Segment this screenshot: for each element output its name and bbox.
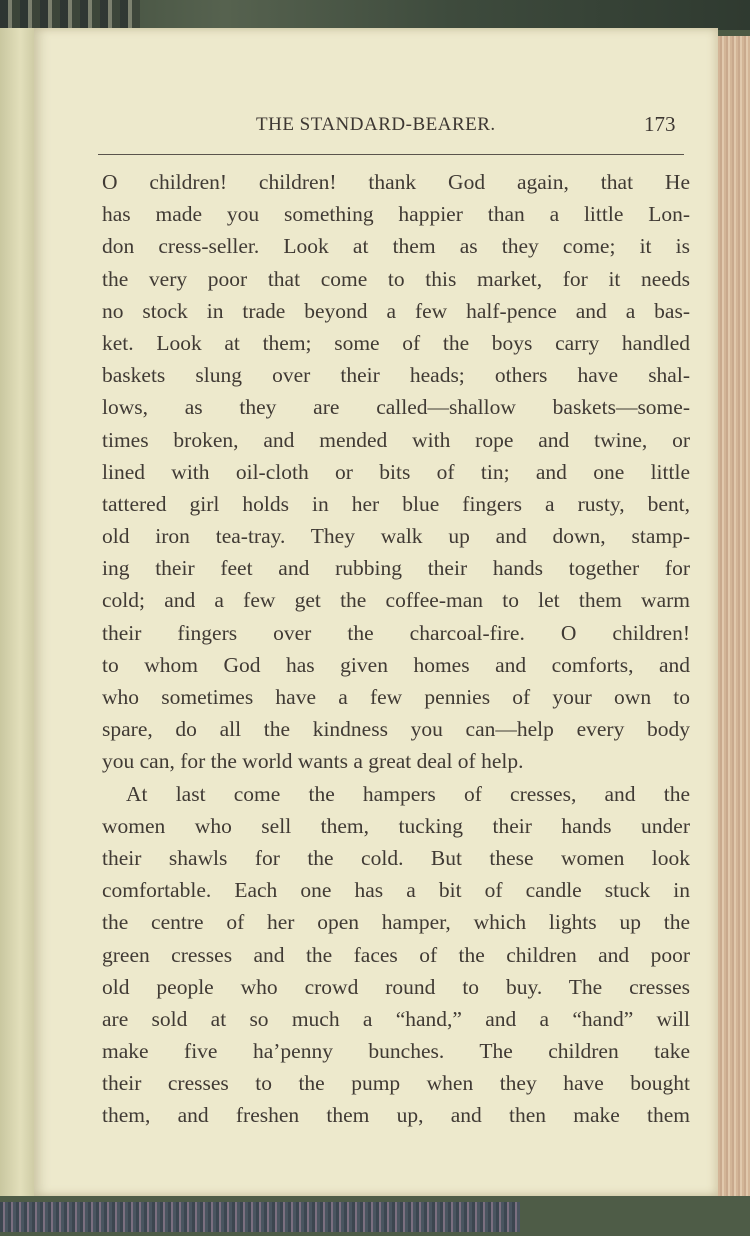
text-line: At last come the hampers of cresses, and the: [126, 781, 690, 806]
page-edges: [714, 36, 750, 1196]
text-line: women who sell them, tucking their hands under: [102, 813, 690, 838]
text-line: their fingers over the charcoal-fire. O children!: [102, 620, 690, 645]
body-text: [102, 166, 690, 1132]
cover-pattern: [0, 1202, 520, 1232]
text-line: make five ha’penny bunches. The children take: [102, 1039, 690, 1064]
text-line: old people who crowd round to buy. The cresses: [102, 974, 690, 999]
text-line: lows, as they are called—shallow baskets—some-: [102, 395, 690, 420]
book-cover-top: [0, 0, 750, 30]
text-line: ket. Look at them; some of the boys carry handled: [102, 330, 690, 355]
text-line: are sold at so much a “hand,” and a “hand” will: [102, 1006, 690, 1031]
text-line: who sometimes have a few pennies of your own to: [102, 685, 690, 709]
text-line: times broken, and mended with rope and twine, or: [102, 427, 690, 452]
book-cover-bottom: [0, 1196, 750, 1236]
text-line: the centre of her open hamper, which lights up the: [102, 910, 690, 935]
text-line: cold; and a few get the coffee-man to let them warm: [102, 588, 690, 613]
text-line: has made you something happier than a little Lon-: [102, 202, 690, 227]
text-line: O children! children! thank God again, that He: [102, 170, 690, 194]
cover-pattern: [0, 0, 140, 28]
text-line: lined with oil-cloth or bits of tin; and one little: [102, 459, 690, 484]
text-line: old iron tea-tray. They walk up and down, stamp-: [102, 524, 690, 549]
text-line: you can, for the world wants a great deal of help.: [102, 749, 524, 774]
text-line: baskets slung over their heads; others have shal-: [102, 363, 690, 388]
running-head: [34, 112, 718, 142]
text-line: green cresses and the faces of the children and poor: [102, 942, 690, 967]
text-line: them, and freshen them up, and then make them: [102, 1103, 690, 1128]
text-line: to whom God has given homes and comforts, and: [102, 652, 690, 677]
text-line: spare, do all the kindness you can—help every body: [102, 717, 690, 742]
header-rule: [98, 154, 684, 155]
text-line: their shawls for the cold. But these women look: [102, 845, 690, 870]
page-number: 173: [644, 112, 676, 136]
text-line: their cresses to the pump when they have bought: [102, 1071, 690, 1096]
text-line: ing their feet and rubbing their hands together for: [102, 556, 690, 581]
page-gutter: [0, 28, 36, 1198]
text-line: the very poor that come to this market, for it needs: [102, 266, 690, 291]
book-page: [34, 28, 718, 1196]
text-line: tattered girl holds in her blue fingers a rusty, bent,: [102, 491, 690, 516]
text-line: don cress-seller. Look at them as they come; it is: [102, 234, 690, 259]
text-line: no stock in trade beyond a few half-pence and a bas-: [102, 298, 690, 323]
text-line: comfortable. Each one has a bit of candle stuck in: [102, 878, 690, 903]
running-title: THE STANDARD-BEARER.: [256, 114, 496, 135]
